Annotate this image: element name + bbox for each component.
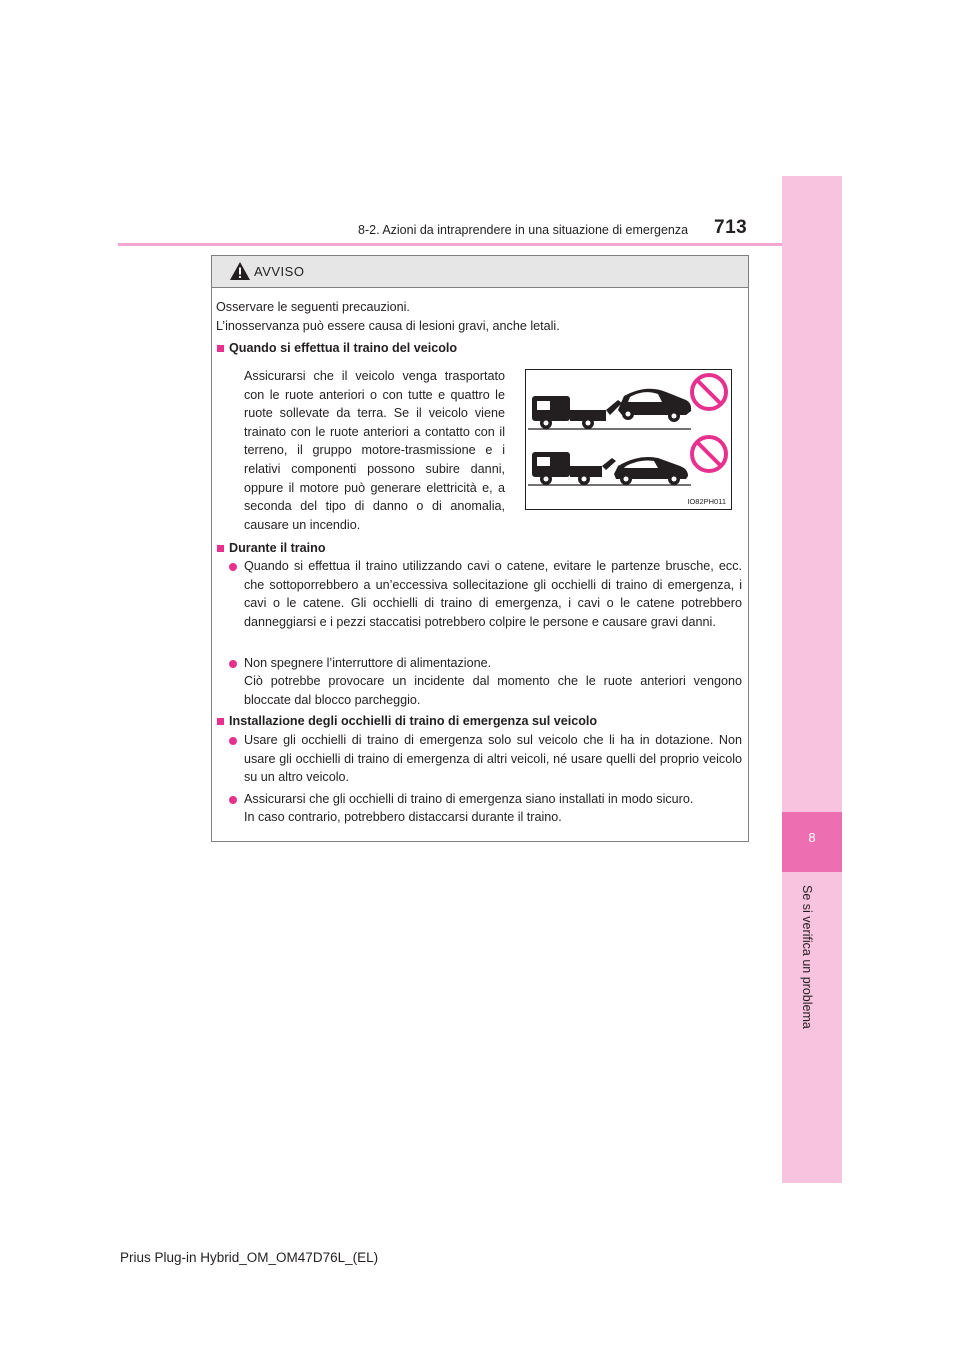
towed-car-bottom	[614, 457, 688, 485]
section-heading-towing: Quando si effettua il traino del veicolo	[229, 341, 458, 355]
bullet-dot	[229, 737, 237, 745]
tow-truck-top	[532, 396, 622, 429]
warning-triangle-icon	[229, 261, 251, 281]
bullet-dot	[229, 660, 237, 668]
towed-car-top	[618, 389, 691, 422]
prohibited-icon	[692, 437, 726, 471]
section-marker	[217, 345, 224, 352]
bullet-dot	[229, 796, 237, 804]
bullet-secure-install: Assicurarsi che gli occhielli di traino di emergenza siano installati in modo sicuro.	[244, 792, 694, 806]
chapter-sidebar	[782, 176, 842, 1183]
bullet-own-vehicle-only: Usare gli occhielli di traino di emergenza solo sul veicolo che li ha in dotazione. Non usare gli occhielli di traino di emergenza di altri veicoli, né usare quelli del proprio veicolo su un altro veicolo.	[244, 733, 742, 785]
header-rule	[118, 243, 782, 246]
footer-model-code: Prius Plug-in Hybrid_OM_OM47D76L_(EL)	[120, 1250, 379, 1265]
chapter-label: Se si verifica un problema	[800, 885, 814, 1029]
towing-illustration	[525, 369, 732, 510]
warning-header	[212, 256, 748, 288]
bullet-dot	[229, 563, 237, 571]
section-heading-during-towing: Durante il traino	[229, 541, 326, 555]
figure-code: IO82PH011	[687, 497, 726, 506]
section-marker	[217, 545, 224, 552]
tow-truck-illustration	[526, 370, 731, 509]
page-number: 713	[714, 217, 748, 238]
section-title: 8-2. Azioni da intraprendere in una situazione di emergenza	[358, 223, 689, 237]
chapter-number: 8	[808, 830, 816, 845]
prohibited-icon	[692, 375, 726, 409]
warning-intro-line-2: L’inosservanza può essere causa di lesioni gravi, anche letali.	[216, 319, 560, 333]
tow-truck-bottom	[532, 452, 616, 485]
bullet-power-switch-detail: Ciò potrebbe provocare un incidente dal momento che le ruote anteriori vengono bloccate dal blocco parcheggio.	[244, 674, 742, 707]
bullet-secure-install-detail: In caso contrario, potrebbero distaccarsi durante il traino.	[244, 810, 562, 824]
bullet-power-switch: Non spegnere l’interruttore di alimentazione.	[244, 656, 492, 670]
section-heading-towing-eyelets: Installazione degli occhielli di traino di emergenza sul veicolo	[229, 714, 598, 728]
towing-paragraph: Assicurarsi che il veicolo venga trasportato con le ruote anteriori o con tutte e quattro le ruote sollevate da terra. Se il veicolo viene trainato con le ruote anteriori a contatto con il terreno, il gruppo motore-trasmissione e i relativi componenti possono subire danni, oppure il motore può generare elettricità e, a seconda del tipo di danno o di anomalia, causare un incendio.	[244, 369, 505, 532]
bullet-cables-chains: Quando si effettua il traino utilizzando cavi o catene, evitare le partenze brusche, ecc. che sottoporrebbero a un’eccessiva sollecitazione gli occhielli di traino di emergenza, i cavi o le catene. Gli occhielli di traino di emergenza, i cavi o le catene potrebbero danneggiarsi e i pezzi staccatisi potrebbero colpire le persone e causare gravi danni.	[244, 559, 742, 629]
warning-intro-line-1: Osservare le seguenti precauzioni.	[216, 300, 410, 314]
warning-title: AVVISO	[254, 264, 305, 279]
section-marker	[217, 718, 224, 725]
